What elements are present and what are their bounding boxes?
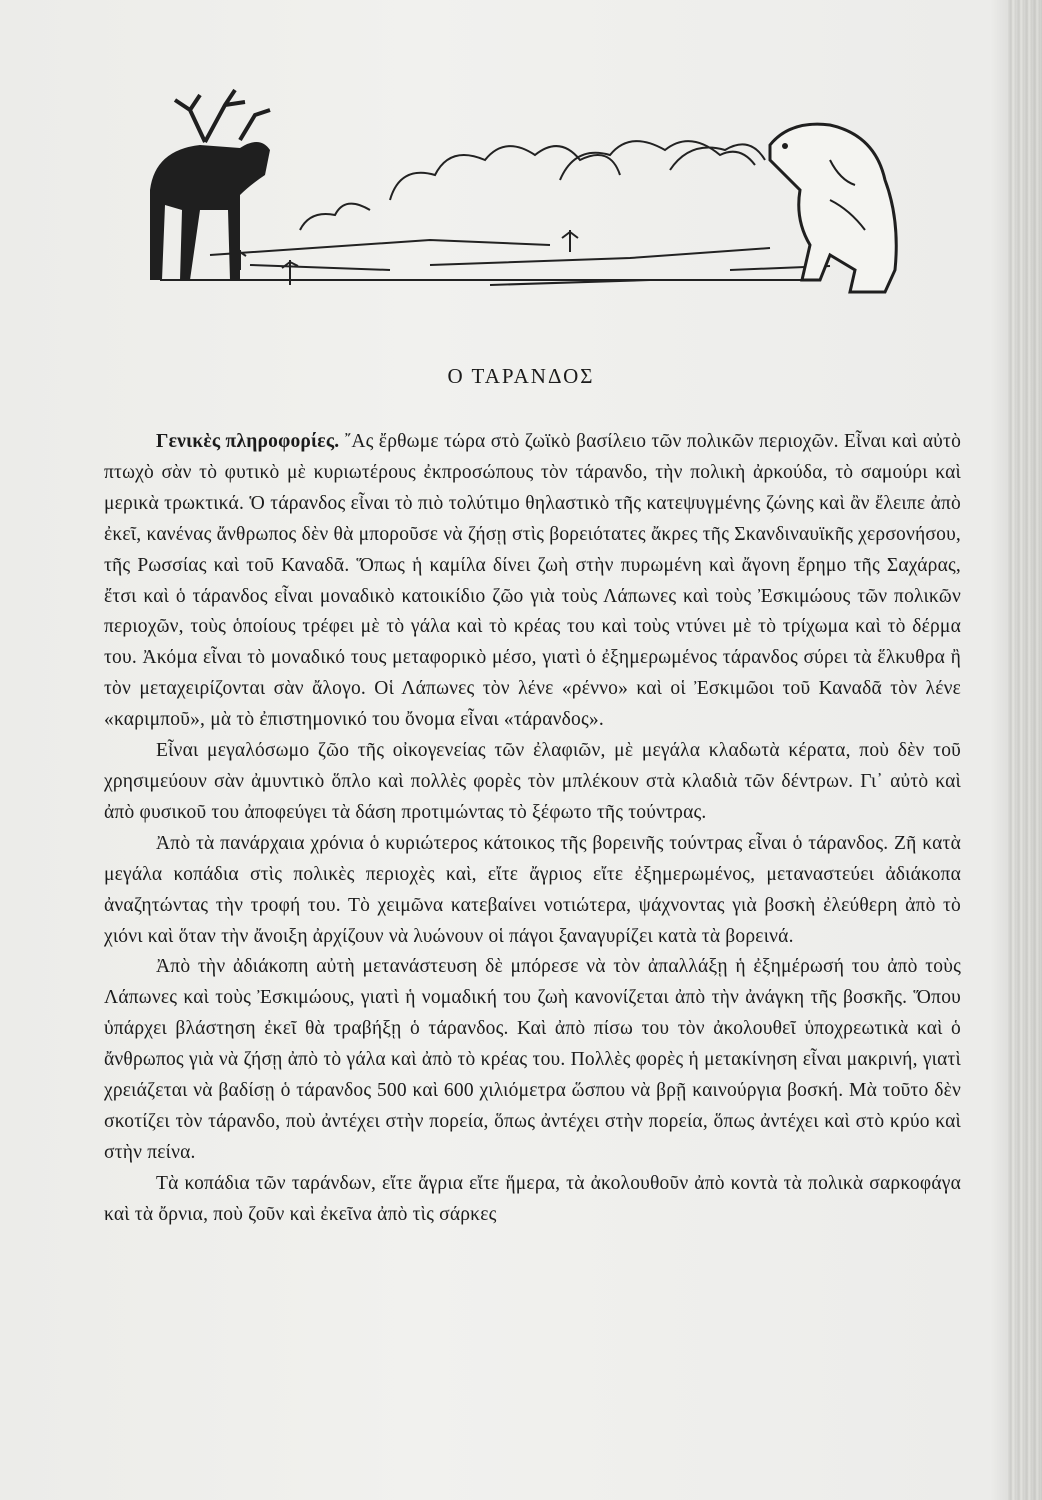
section-lead: Γενικὲς πληροφορίες. bbox=[156, 431, 340, 452]
page-edge-shadow bbox=[1008, 0, 1042, 1500]
paragraph: Εἶναι μεγαλόσωμο ζῶο τῆς οἰκογενείας τῶν ἐλαφιῶν, μὲ μεγάλα κλαδωτὰ κέρατα, ποὺ δὲν τοῦ χρησιμεύουν σὰν ἀμυντικὸ ὅπλο καὶ πολλὲς φορὲς τὸν μπλέκουν στὰ κλαδιὰ τῶν δέντρων. Γι᾽ αὐτὸ καὶ ἀπὸ φυσικοῦ του ἀποφεύγει τὰ δάση προτιμώντας τὸ ξέφωτο τῆς τούντρας. bbox=[104, 740, 961, 823]
paragraph-text: ῎Ας ἔρθωμε τώρα στὸ ζωϊκὸ βασίλειο τῶν πολικῶν περιοχῶν. Εἶναι καὶ αὐτὸ πτωχὸ σὰν τὸ φυτικὸ μὲ κυριωτέρους ἐκπροσώπους τὸν τάρανδο, τὴν πολικὴ ἀρκούδα, τὸ σαμούρι καὶ μερικὰ τρωκτικά. Ὁ τάρανδος εἶναι τὸ πιὸ τολύτιμο θηλαστικὸ τῆς κατεψυγμένης ζώνης καὶ ἂν ἔλειπε ἀπὸ ἐκεῖ, κανένας ἄνθρωπος δὲν θὰ μποροῦσε νὰ ζήσῃ στὶς βορειότατες ἄκρες τῆς Σκανδιναυϊκῆς χερσονήσου, τῆς Ρωσσίας καὶ τοῦ Καναδᾶ. Ὅπως ἡ καμίλα δίνει ζωὴ στὴν πυρωμένη καὶ ἄγονη ἔρημο τῆς Σαχάρας, ἔτσι καὶ ὁ τάρανδος εἶναι μοναδικὸ κατοικίδιο ζῶο γιὰ τοὺς Λάπωνες καὶ τοὺς Ἐσκιμώους τῶν πολικῶν περιοχῶν, τοὺς ὁποίους τρέφει μὲ τὸ γάλα καὶ τὸ κρέας του καὶ τοὺς ντύνει μὲ τὸ τρίχωμα καὶ τὸ δέρμα του. Ἀκόμα εἶναι τὸ μοναδικό τους μεταφορικὸ μέσο, γιατὶ ὁ ἐξημερωμένος τάρανδος σύρει τὰ ἕλκυθρα ἢ τὸν μεταχειρίζονται σὰν ἄλογο. Οἱ Λάπωνες τὸν λένε «ρέννο» καὶ οἱ Ἐσκιμῶοι τοῦ Καναδᾶ τὸν λένε «καριμποῦ», μὰ τὸ ἐπιστημονικό του ὄνομα εἶναι «τάρανδος». bbox=[104, 431, 962, 731]
paragraph bbox=[104, 427, 961, 736]
paragraph: Τὰ κοπάδια τῶν ταράνδων, εἴτε ἄγρια εἴτε ἥμερα, τὰ ἀκολουθοῦν ἀπὸ κοντὰ τὰ πολικὰ σαρκοφάγα καὶ τὰ ὄρνια, ποὺ ζοῦν καὶ ἐκεῖνα ἀπὸ τὶς σάρκες bbox=[104, 1172, 961, 1225]
ground-lines bbox=[160, 240, 830, 285]
paragraph: Ἀπὸ τὰ πανάρχαια χρόνια ὁ κυριώτερος κάτοικος τῆς βορεινῆς τούντρας εἶναι ὁ τάρανδος. Ζῆ κατὰ μεγάλα κοπάδια στὶς πολικὲς περιοχὲς καὶ, εἴτε ἄγριος εἴτε ἐξημερωμένος, μεταναστεύει ἀδιάκοπα ἀναζητώντας τὴν τροφή του. Τὸ χειμῶνα κατεβαίνει νοτιώτερα, ψάχνοντας γιὰ βοσκὴ ἐλεύθερη ἀπὸ τὸ χιόνι καὶ ὅταν τὴν ἄνοιξη ἀρχίζουν νὰ λυώνουν οἱ πάγοι ξαναγυρίζει κατὰ τὰ βορεινά. bbox=[104, 832, 961, 947]
article-title: Ο ΤΑΡΑΝΔΟΣ bbox=[447, 364, 595, 388]
plants bbox=[234, 230, 578, 285]
paragraph: Ἀπὸ τὴν ἀδιάκοπη αὐτὴ μετανάστευση δὲ μπόρεσε νὰ τὸν ἀπαλλάξῃ ἡ ἐξημέρωσή του ἀπὸ τοὺς Λάπωνες καὶ τοὺς Ἐσκιμώους, γιατὶ ἡ νομαδική του ζωὴ κανονίζεται ἀπὸ τὴν ἀνάγκη τῆς βοσκῆς. Ὅπου ὑπάρχει βλάστηση ἐκεῖ θὰ τραβήξῃ ὁ τάρανδος. Καὶ ἀπὸ πίσω του τὸν ἀκολουθεῖ ὑποχρεωτικὰ καὶ ὁ ἄνθρωπος γιὰ νὰ ζήσῃ ἀπὸ τὸ γάλα καὶ ἀπὸ τὸ κρέας του. Πολλὲς φορὲς ἡ μετακίνηση εἶναι μακρινή, γιατὶ χρειάζεται νὰ βαδίσῃ ὁ τάρανδος 500 καὶ 600 χιλιόμετρα ὥσπου νὰ βρῇ καινούργια βοσκή. Μὰ τοῦτο δὲν σκοτίζει τὸν τάρανδο, ποὺ ἀντέχει στὴν πορεία, ὅπως ἀντέχει στὴν πορεία, ὅπως ἀντέχει καὶ στὸ κρύο καὶ στὴν πείνα. bbox=[104, 956, 961, 1163]
article-body bbox=[104, 427, 961, 1231]
clouds bbox=[300, 141, 765, 230]
banner-illustration bbox=[130, 80, 920, 305]
